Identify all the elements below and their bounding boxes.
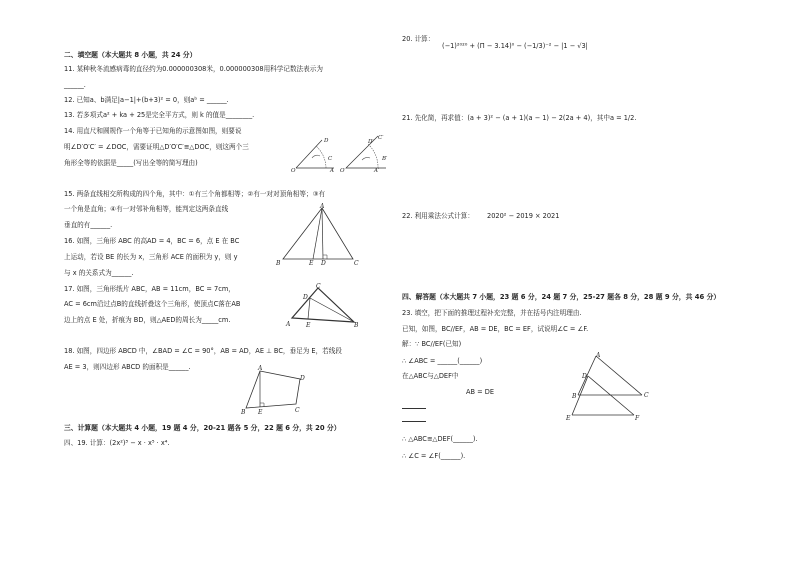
figure-q17-label-D: D: [303, 294, 308, 301]
figure-q18-label-C: C: [295, 407, 300, 414]
question-22-expression: 2020² − 2019 × 2021: [487, 212, 560, 220]
figure-q16-triangle: [275, 203, 367, 267]
figure-q14-label-D-prime: D′: [368, 139, 374, 145]
figure-q14-label-O: O: [291, 168, 296, 174]
question-20-label: 20. 计算：: [402, 35, 435, 43]
question-23-step-4: AB = DE: [466, 388, 494, 396]
figure-q14-left-angle: [296, 140, 334, 168]
figure-q18-label-A: A: [258, 365, 263, 372]
question-15-line-3: 垂直的有______.: [64, 221, 113, 229]
question-23-instruction: 23. 填空，把下面的推理过程补充完整，并在括号内注明理由.: [402, 309, 582, 317]
question-23-blank-line-1: [402, 408, 426, 409]
figure-q14-label-B-prime: B′: [382, 156, 388, 162]
question-14-line-2: 明∠D′O′C′ = ∠DOC，需要证明△D′O′C′≅△DOC，则这两个三: [64, 143, 249, 151]
question-16-line-3: 与 x 的关系式为______.: [64, 269, 134, 277]
figure-q18-label-B: B: [241, 409, 246, 416]
question-17-line-2: AC = 6cm沿过点B的直线折叠这个三角形，使顶点C落在AB: [64, 300, 241, 308]
figure-q23-label-C: C: [644, 392, 649, 399]
section-4-header: 四、解答题（本大题共 7 小题，23 题 6 分，24 题 7 分，25-27 题各 8 分，28 题 9 分，共 46 分）: [402, 293, 721, 301]
figure-q23-label-D: D: [582, 373, 587, 380]
question-23-step-1: 解：∵ BC//EF(已知): [402, 340, 462, 348]
figure-q14-label-A: A: [330, 168, 334, 174]
question-11-line-2: ______.: [64, 81, 86, 89]
question-13: 13. 若多项式a² + ka + 25是完全平方式，则 k 的值是________.: [64, 111, 255, 119]
question-16-line-1: 16. 如图，三角形 ABC 的高AD = 4，BC = 6，点 E 在 BC: [64, 237, 240, 245]
figure-q23-triangles: [562, 352, 658, 424]
question-14-line-3: 角形全等的依据是_____(写出全等的简写理由): [64, 159, 198, 167]
figure-q14-label-D: D: [324, 138, 329, 144]
question-23-step-3: 在△ABC与△DEF中: [402, 372, 459, 380]
question-17-line-1: 17. 如图，三角形纸片 ABC，AB = 11cm，BC = 7cm，: [64, 285, 235, 293]
figure-q16-label-C: C: [354, 260, 359, 267]
figure-q17-label-E: E: [306, 322, 311, 328]
figure-q23-label-A: A: [596, 352, 601, 359]
figure-q23-label-B: B: [572, 393, 577, 400]
figure-q18-label-D: D: [300, 375, 305, 382]
figure-q16-label-E: E: [309, 260, 314, 267]
figure-q23-label-F: F: [635, 415, 640, 422]
question-18-line-2: AE = 3，则四边形 ABCD 的面积是______.: [64, 363, 191, 371]
figure-q17-label-B: B: [354, 322, 359, 328]
figure-q16-label-D: D: [321, 260, 326, 267]
question-19: 四、19. 计算：(2x²)³ − x · x⁵ · x⁴.: [64, 439, 170, 447]
question-15-line-2: 一个角是直角；④有一对邻补角相等，能判定这两条直线: [64, 205, 229, 213]
question-18-line-1: 18. 如图，四边形 ABCD 中，∠BAD = ∠C = 90°，AB = AD，AE ⊥ BC，垂足为 E，若线段: [64, 347, 342, 355]
figure-q14: [290, 130, 390, 174]
question-21: 21. 先化简，再求值：(a + 3)² − (a + 1)(a − 1) − 2(2a + 4)，其中a = 1/2.: [402, 114, 637, 122]
question-23-step-6: ∴ ∠C = ∠F(______).: [402, 452, 466, 460]
question-23-blank-line-2: [402, 421, 426, 422]
section-2-header: 二、填空题（本大题共 8 小题，共 24 分）: [64, 51, 197, 59]
question-22-label: 22. 利用乘法公式计算：: [402, 212, 474, 220]
figure-q17-folded-triangle: [284, 282, 362, 328]
question-12: 12. 已知a、b满足|a−1|+(b+3)² = 0，则aᵇ = ______.: [64, 96, 229, 104]
figure-q16-label-A: A: [320, 203, 325, 210]
figure-q18-quadrilateral: [236, 364, 308, 416]
figure-q17-label-A: A: [286, 321, 291, 328]
question-15-line-1: 15. 两条直线相交所构成的四个角，其中：①有三个角都相等；②有一对对顶角相等；③有: [64, 190, 326, 198]
question-16-line-2: 上运动，若设 BE 的长为 x，三角形 ACE 的面积为 y，则 y: [64, 253, 238, 261]
figure-q14-label-C-prime: C′: [378, 135, 384, 141]
question-23-given: 已知，如图，BC//EF，AB = DE，BC = EF，试说明∠C = ∠F.: [402, 325, 589, 333]
question-23-step-5: ∴ △ABC≌△DEF(______).: [402, 435, 478, 443]
figure-q14-label-C: C: [328, 156, 333, 162]
figure-q17-label-C: C: [316, 283, 321, 290]
question-20-expression: (−1)²⁰²⁰ + (Π − 3.14)⁰ − (−1/3)⁻² − |1 − √3|: [442, 42, 588, 50]
question-11-line-1: 11. 某种秋冬流感病毒的直径约为0.000000308米，0.000000308用科学记数法表示为: [64, 65, 323, 73]
question-17-line-3: 边上的点 E 处，折痕为 BD，则△AED的周长为_____cm.: [64, 316, 231, 324]
figure-q23-label-E: E: [566, 415, 571, 422]
figure-q14-label-O-prime: O′: [340, 168, 346, 174]
figure-q14-label-A-prime: A′: [374, 168, 380, 174]
figure-q16-label-B: B: [276, 260, 281, 267]
section-3-header: 三、计算题（本大题共 4 小题，19 题 4 分，20-21 题各 5 分，22 题 6 分，共 20 分）: [64, 424, 341, 432]
figure-q18-label-E: E: [258, 409, 263, 416]
question-23-step-2: ∴ ∠ABC = ______(______): [402, 357, 483, 365]
question-14-line-1: 14. 用直尺和圆规作一个角等于已知角的示意图如图，则要说: [64, 127, 242, 135]
